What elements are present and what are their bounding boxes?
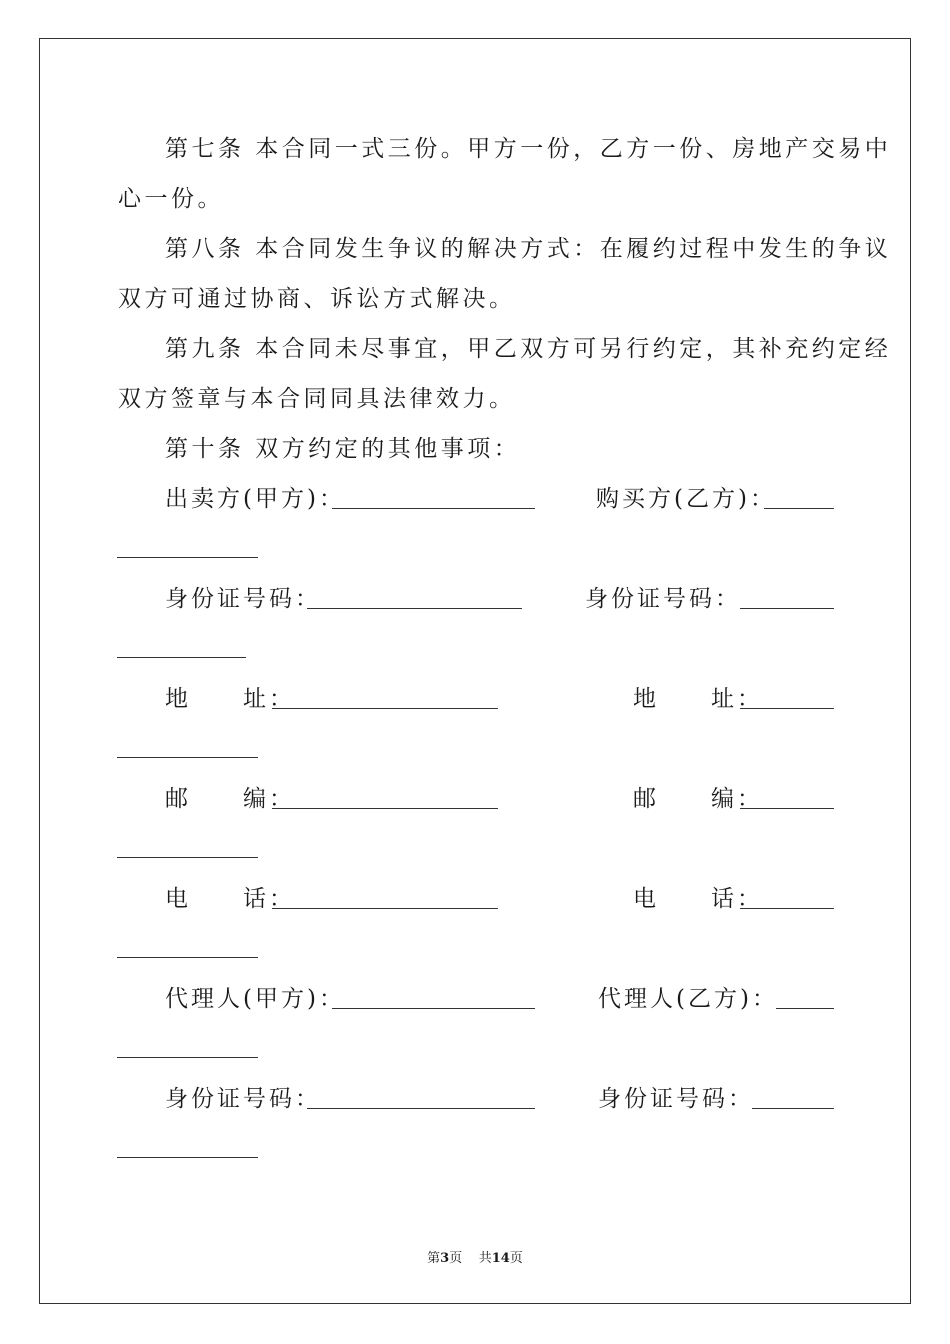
id-left-label: 身份证号码：	[165, 586, 321, 612]
buyer-blank[interactable]	[764, 508, 834, 509]
page-number: 3	[440, 1251, 450, 1266]
address-right-blank[interactable]	[740, 708, 834, 709]
postcode-right-blank[interactable]	[740, 808, 834, 809]
buyer-blank-continued[interactable]	[117, 557, 258, 558]
total-prefix: 共	[478, 1251, 492, 1266]
article-7-line-1: 第七条 本合同一式三份。甲方一份，乙方一份、房地产交易中	[165, 136, 892, 162]
page-prefix: 第	[427, 1251, 441, 1266]
page-suffix: 页	[449, 1251, 463, 1266]
agent-left-blank[interactable]	[332, 1008, 535, 1009]
article-8-line-2: 双方可通过协商、诉讼方式解决。	[118, 286, 516, 312]
total-pages: 14	[491, 1251, 510, 1266]
buyer-label: 购买方(乙方)：	[596, 486, 776, 512]
seller-blank[interactable]	[332, 508, 535, 509]
seller-label: 出卖方(甲方)：	[165, 486, 345, 512]
page-footer	[0, 1247, 950, 1266]
id-right-blank[interactable]	[740, 608, 834, 609]
article-10-line-1: 第十条 双方约定的其他事项：	[165, 436, 521, 462]
address-left-blank[interactable]	[272, 708, 498, 709]
id-right-blank-continued[interactable]	[117, 657, 246, 658]
agent-id-right-blank-continued[interactable]	[117, 1157, 258, 1158]
postcode-left-label: 邮 编：	[165, 786, 295, 812]
postcode-right-label: 邮 编：	[633, 786, 763, 812]
agent-right-label: 代理人(乙方)：	[598, 986, 778, 1012]
phone-left-blank[interactable]	[272, 908, 498, 909]
page-border	[39, 38, 911, 1304]
id-right-label: 身份证号码：	[585, 586, 741, 612]
article-9-line-2: 双方签章与本合同同具法律效力。	[118, 386, 516, 412]
address-right-label: 地 址：	[633, 686, 763, 712]
address-right-blank-continued[interactable]	[117, 757, 258, 758]
total-suffix: 页	[509, 1251, 523, 1266]
agent-id-left-blank[interactable]	[307, 1108, 535, 1109]
agent-id-left-label: 身份证号码：	[165, 1086, 321, 1112]
address-left-label: 地 址：	[165, 686, 295, 712]
agent-left-label: 代理人(甲方)：	[165, 986, 345, 1012]
agent-right-blank[interactable]	[776, 1008, 834, 1009]
article-7-line-2: 心一份。	[118, 186, 224, 212]
phone-right-blank-continued[interactable]	[117, 957, 258, 958]
phone-right-label: 电 话：	[633, 886, 763, 912]
article-9-line-1: 第九条 本合同未尽事宜，甲乙双方可另行约定，其补充约定经	[165, 336, 892, 362]
article-8-line-1: 第八条 本合同发生争议的解决方式：在履约过程中发生的争议	[165, 236, 892, 262]
postcode-left-blank[interactable]	[272, 808, 498, 809]
agent-id-right-label: 身份证号码：	[598, 1086, 754, 1112]
agent-right-blank-continued[interactable]	[117, 1057, 258, 1058]
phone-left-label: 电 话：	[165, 886, 295, 912]
id-left-blank[interactable]	[307, 608, 522, 609]
postcode-right-blank-continued[interactable]	[117, 857, 258, 858]
phone-right-blank[interactable]	[740, 908, 834, 909]
agent-id-right-blank[interactable]	[752, 1108, 834, 1109]
